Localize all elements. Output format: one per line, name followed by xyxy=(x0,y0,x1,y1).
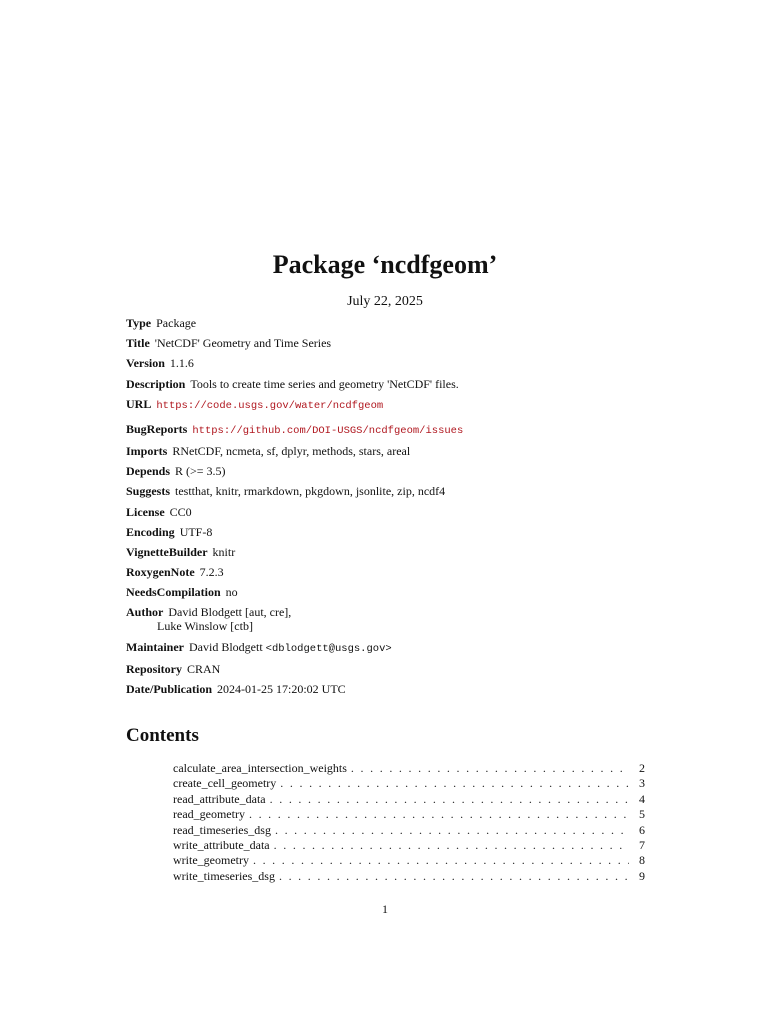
toc-leader xyxy=(280,776,629,791)
field-key: Encoding xyxy=(126,524,175,539)
field-value: 1.1.6 xyxy=(169,356,194,371)
toc-item[interactable] xyxy=(173,761,645,776)
toc-item[interactable] xyxy=(173,869,645,884)
field-key: Title xyxy=(126,336,150,351)
field-key: Suggests xyxy=(126,484,171,499)
bugreports-link[interactable]: https://github.com/DOI-USGS/ncdfgeom/issues xyxy=(192,424,464,437)
field-imports xyxy=(126,444,646,458)
field-value: Package xyxy=(156,316,197,330)
field-key: URL xyxy=(126,396,152,411)
field-encoding xyxy=(126,525,646,539)
field-value: RNetCDF, ncmeta, sf, dplyr, methods, stars, areal xyxy=(172,443,411,458)
field-value: no xyxy=(225,585,238,600)
field-value: 2024-01-25 17:20:02 UTC xyxy=(217,682,346,696)
toc-item-name[interactable]: calculate_area_intersection_weights xyxy=(173,761,347,775)
field-author xyxy=(126,605,646,633)
toc-item[interactable] xyxy=(173,823,645,838)
field-value: R (>= 3.5) xyxy=(175,464,226,479)
toc-leader xyxy=(270,792,629,807)
toc-item-page: 9 xyxy=(639,868,645,883)
toc-item[interactable] xyxy=(173,853,645,868)
toc-item-page: 5 xyxy=(639,807,645,822)
field-type xyxy=(126,316,646,330)
field-value: Tools to create time series and geometry 'NetCDF' files. xyxy=(190,376,459,391)
toc-leader xyxy=(279,869,629,884)
author-line-2: Luke Winslow [ctb] xyxy=(157,619,253,634)
field-key: Depends xyxy=(126,464,171,479)
field-key: VignetteBuilder xyxy=(126,544,208,559)
field-key: Date/Publication xyxy=(126,682,212,696)
field-key: License xyxy=(126,504,165,519)
field-depends xyxy=(126,464,646,478)
table-of-contents xyxy=(173,761,645,884)
package-title: Package ‘ncdfgeom’ xyxy=(272,250,498,279)
field-key: NeedsCompilation xyxy=(126,585,221,600)
field-value: testthat, knitr, rmarkdown, pkgdown, jsonlite, zip, ncdf4 xyxy=(175,484,446,499)
author-line-1: David Blodgett [aut, cre], xyxy=(168,605,292,620)
field-url xyxy=(126,397,646,413)
field-title xyxy=(126,336,646,350)
toc-item-name[interactable]: read_timeseries_dsg xyxy=(173,822,271,837)
field-key: Imports xyxy=(126,443,168,458)
url-link[interactable]: https://code.usgs.gov/water/ncdfgeom xyxy=(156,399,384,412)
field-bugreports xyxy=(126,422,646,438)
toc-leader xyxy=(249,807,629,822)
field-key: Type xyxy=(126,316,152,330)
page-number: 1 xyxy=(382,902,388,916)
toc-item-page: 6 xyxy=(639,822,645,837)
maintainer-email: <dblodgett@usgs.gov> xyxy=(265,642,392,655)
field-needscompilation xyxy=(126,585,646,599)
field-key: RoxygenNote xyxy=(126,565,195,580)
toc-item-name[interactable]: write_geometry xyxy=(173,853,249,868)
description-fields xyxy=(126,316,646,702)
field-datepublication xyxy=(126,682,646,696)
toc-item-name[interactable]: read_attribute_data xyxy=(173,791,266,806)
field-version xyxy=(126,356,646,370)
field-suggests xyxy=(126,484,646,498)
toc-item-name[interactable]: create_cell_geometry xyxy=(173,776,277,791)
field-repository xyxy=(126,662,646,676)
toc-leader xyxy=(351,761,629,776)
field-value: 'NetCDF' Geometry and Time Series xyxy=(154,336,332,351)
field-value: CC0 xyxy=(169,504,192,519)
toc-leader xyxy=(274,838,629,853)
toc-item-page: 4 xyxy=(639,791,645,806)
field-key: BugReports xyxy=(126,421,188,436)
field-license xyxy=(126,505,646,519)
toc-item-name[interactable]: read_geometry xyxy=(173,807,245,822)
field-value: UTF-8 xyxy=(179,524,213,539)
toc-leader xyxy=(275,823,629,838)
field-maintainer xyxy=(126,640,646,656)
toc-item-page: 3 xyxy=(639,776,645,791)
field-key: Maintainer xyxy=(126,639,184,654)
field-key: Repository xyxy=(126,661,182,676)
maintainer-name: David Blodgett xyxy=(189,639,263,654)
toc-item[interactable] xyxy=(173,776,645,791)
toc-item[interactable] xyxy=(173,792,645,807)
field-value: knitr xyxy=(212,544,236,559)
toc-item-name[interactable]: write_timeseries_dsg xyxy=(173,868,275,883)
field-roxygennote xyxy=(126,565,646,579)
field-key: Description xyxy=(126,376,186,391)
field-value: CRAN xyxy=(187,661,221,676)
field-description xyxy=(126,377,646,391)
field-key: Version xyxy=(126,356,165,371)
toc-item-page: 8 xyxy=(639,853,645,868)
toc-item[interactable] xyxy=(173,838,645,853)
toc-item-page: 7 xyxy=(639,838,645,853)
field-vignettebuilder xyxy=(126,545,646,559)
contents-heading: Contents xyxy=(126,725,199,746)
package-date: July 22, 2025 xyxy=(347,294,423,309)
toc-leader xyxy=(253,853,629,868)
field-key: Author xyxy=(126,605,164,620)
toc-item-name[interactable]: write_attribute_data xyxy=(173,838,270,853)
toc-item[interactable] xyxy=(173,807,645,822)
field-value: 7.2.3 xyxy=(199,565,224,580)
toc-item-page: 2 xyxy=(639,761,645,775)
